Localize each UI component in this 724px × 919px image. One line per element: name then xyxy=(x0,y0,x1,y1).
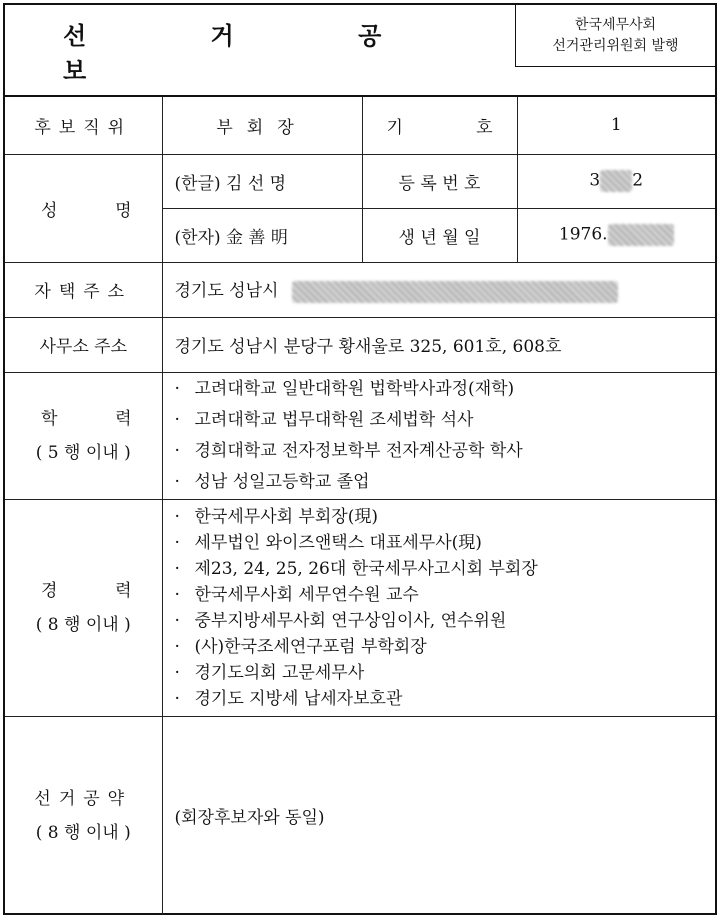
career-label xyxy=(5,499,162,716)
education-sub-label: ( 5 행 이내 ) xyxy=(35,442,131,463)
birth-value xyxy=(517,208,715,262)
position-label: 후보직위 xyxy=(5,97,162,154)
name-label-b: 명 xyxy=(115,200,132,221)
career-label-b: 력 xyxy=(115,580,132,601)
list-item: · (사)한국조세연구포럼 부학회장 xyxy=(174,636,427,657)
list-item: · 한국세무사회 부회장(現) xyxy=(174,506,378,527)
list-item: · 고려대학교 법무대학원 조세법학 석사 xyxy=(174,409,474,430)
hanja-name-value: 金 善 明 xyxy=(226,227,288,248)
number-label xyxy=(362,97,517,154)
career-sub-label: ( 8 행 이내 ) xyxy=(35,614,131,635)
education-row xyxy=(5,372,715,499)
election-bulletin-form xyxy=(3,3,717,915)
education-label-a: 학 xyxy=(41,408,58,429)
redacted-birthdate xyxy=(608,224,674,246)
list-item: · 경기도 지방세 납세자보호관 xyxy=(174,688,403,709)
list-item: · 제23, 24, 25, 26대 한국세무사고시회 부회장 xyxy=(174,558,538,579)
document-title: 선 거 공 보 xyxy=(63,21,440,85)
list-item: · 세무법인 와이즈앤택스 대표세무사(現) xyxy=(174,532,482,553)
career-list xyxy=(163,504,716,712)
candidate-info-table xyxy=(5,97,715,915)
name-hangul-row xyxy=(5,154,715,208)
registration-label: 등 록 번 호 xyxy=(362,154,517,208)
publisher-box xyxy=(515,5,715,67)
list-item: · 경희대학교 전자정보학부 전자계산공학 학사 xyxy=(174,440,523,461)
home-address-label: 자택주소 xyxy=(5,262,162,317)
pledge-label-text: 선거공약 xyxy=(34,788,133,809)
list-item: · 한국세무사회 세무연수원 교수 xyxy=(174,584,419,605)
pledge-sub-label: ( 8 행 이내 ) xyxy=(35,822,131,843)
education-list xyxy=(163,374,716,498)
list-item: · 고려대학교 일반대학원 법학박사과정(재학) xyxy=(174,378,515,399)
redacted-address xyxy=(292,281,618,303)
list-item: · 중부지방세무사회 연구상임이사, 연수위원 xyxy=(174,610,507,631)
education-label-b: 력 xyxy=(115,408,132,429)
education-list-cell xyxy=(162,372,715,499)
registration-value xyxy=(517,154,715,208)
office-address-value: 경기도 성남시 분당구 황새울로 325, 601호, 608호 xyxy=(162,317,715,372)
home-address-text: 경기도 성남시 xyxy=(174,281,279,302)
office-address-label: 사무소 주소 xyxy=(5,317,162,372)
publisher-line-1: 한국세무사회 xyxy=(574,16,657,33)
name-label-a: 성 xyxy=(41,200,58,221)
list-item: · 경기도의회 고문세무사 xyxy=(174,662,365,683)
position-value: 부회장 xyxy=(162,97,362,154)
hanja-label: (한자) xyxy=(174,227,221,248)
pledge-row xyxy=(5,716,715,915)
career-list-cell xyxy=(162,499,715,716)
hangul-name-value: 김 선 명 xyxy=(226,173,287,194)
pledge-label xyxy=(5,716,162,915)
number-label-a: 기 xyxy=(386,117,403,138)
position-row xyxy=(5,97,715,154)
office-address-row xyxy=(5,317,715,372)
career-row xyxy=(5,499,715,716)
registration-suffix: 2 xyxy=(632,170,644,191)
redacted-registration xyxy=(600,170,632,192)
home-address-value xyxy=(162,262,715,317)
hangul-label: (한글) xyxy=(174,173,221,194)
registration-prefix: 3 xyxy=(589,170,601,191)
pledge-value: (회장후보자와 동일) xyxy=(162,716,715,915)
hanja-name-cell xyxy=(162,208,362,262)
hangul-name-cell xyxy=(162,154,362,208)
form-header xyxy=(5,5,715,97)
number-value: 1 xyxy=(517,97,715,154)
name-label xyxy=(5,154,162,262)
publisher-line-2: 선거관리위원회 발행 xyxy=(552,37,679,54)
number-label-b: 호 xyxy=(476,117,493,138)
career-label-a: 경 xyxy=(41,580,58,601)
education-label xyxy=(5,372,162,499)
home-address-row xyxy=(5,262,715,317)
birth-label: 생 년 월 일 xyxy=(362,208,517,262)
list-item: · 성남 성일고등학교 졸업 xyxy=(174,471,370,492)
birth-year: 1976. xyxy=(558,224,608,245)
